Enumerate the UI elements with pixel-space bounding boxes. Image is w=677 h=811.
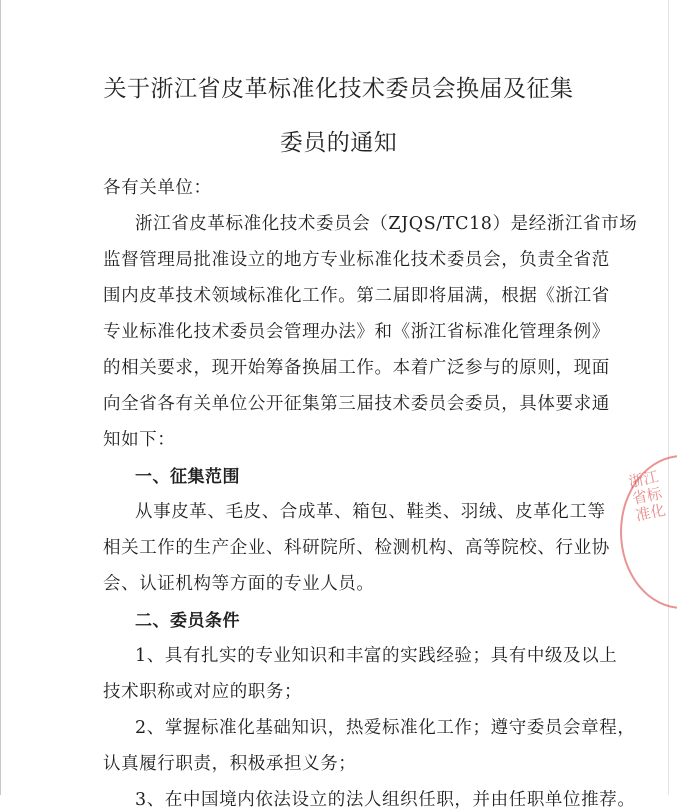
section1-line: 相关工作的生产企业、科研院所、检测机构、高等院校、行业协 [103,538,610,558]
section2-line: 认真履行职责，积极承担义务； [103,754,357,774]
section-heading-scope: 一、征集范围 [135,467,240,487]
intro-line: 向全省各有关单位公开征集第三届技术委员会委员，具体要求通 [103,394,610,414]
section1-line: 会、认证机构等方面的专业人员。 [103,574,375,594]
section-heading-conditions: 二、委员条件 [135,611,240,631]
intro-line: 监督管理局批准设立的地方专业标准化技术委员会，负责全省范 [103,250,610,270]
section2-line: 技术职称或对应的职务； [103,682,303,702]
section1-line: 从事皮革、毛皮、合成革、箱包、鞋类、羽绒、皮革化工等 [135,502,606,522]
intro-line: 围内皮革技术领域标准化工作。第二届即将届满，根据《浙江省 [103,286,610,306]
page-edge-rule-right [668,0,669,795]
section2-line: 3、在中国境内依法设立的法人组织任职，并由任职单位推荐。 [135,790,636,810]
section2-line: 2、掌握标准化基础知识，热爱标准化工作；遵守委员会章程， [135,718,636,738]
intro-line: 知如下： [103,430,176,450]
intro-line: 专业标准化技术委员会管理办法》和《浙江省标准化管理条例》 [103,322,610,342]
document-title-line-2: 委员的通知 [279,130,398,156]
document-title-line-1: 关于浙江省皮革标准化技术委员会换届及征集 [103,76,574,102]
section2-line: 1、具有扎实的专业知识和丰富的实践经验；具有中级及以上 [135,646,618,666]
salutation: 各有关单位： [103,178,212,198]
intro-line: 的相关要求，现开始筹备换届工作。本着广泛参与的原则，现面 [103,358,610,378]
page-edge-rule [0,0,1,795]
intro-line: 浙江省皮革标准化技术委员会（ZJQS/TC18）是经浙江省市场 [135,214,638,234]
official-seal-text: 浙江省标准化 [626,467,668,525]
